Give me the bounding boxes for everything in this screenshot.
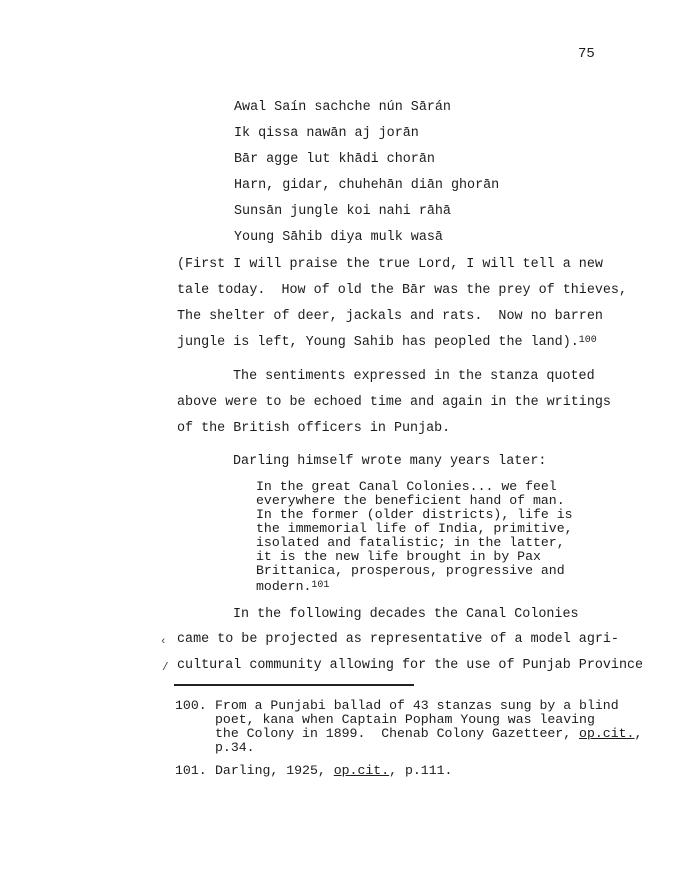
- poem-line: Ik qissa nawān aj jorān: [234, 126, 419, 141]
- text-line: In the following decades the Canal Colonies: [233, 607, 579, 622]
- margin-mark: /: [162, 662, 169, 674]
- footnote-line: the Colony in 1899. Chenab Colony Gazetteer, op.cit.,: [215, 726, 643, 741]
- poem-line: Sunsān jungle koi nahi rāhā: [234, 204, 451, 219]
- poem-line: Awal Saín sachche nún Sārán: [234, 100, 451, 115]
- footnote-number: 101.: [175, 763, 207, 778]
- quote-line: everywhere the beneficient hand of man.: [256, 493, 565, 508]
- text-line: (First I will praise the true Lord, I will tell a new: [177, 257, 603, 272]
- quote-line: modern.$^{101}$: [256, 579, 330, 594]
- footnote-divider: [174, 684, 414, 686]
- quote-line: it is the new life brought in by Pax: [256, 549, 541, 564]
- text-line: of the British officers in Punjab.: [177, 421, 451, 436]
- margin-mark: ‹: [160, 636, 167, 648]
- quote-line: isolated and fatalistic; in the latter,: [256, 535, 565, 550]
- footnote-line: p.34.: [215, 740, 255, 755]
- quote-line: Brittanica, prosperous, progressive and: [256, 563, 565, 578]
- footnote-ref: 101: [311, 580, 330, 591]
- poem-line: Young Sāhib diya mulk wasā: [234, 230, 443, 245]
- footnote-line: poet, kana when Captain Popham Young was leaving: [215, 712, 595, 727]
- text-line: tale today. How of old the Bār was the prey of thieves,: [177, 283, 627, 298]
- footnote-line: From a Punjabi ballad of 43 stanzas sung by a blind: [215, 698, 619, 713]
- text-line: above were to be echoed time and again in the writings: [177, 395, 611, 410]
- poem-line: Harn, gidar, chuhehān diān ghorān: [234, 178, 500, 193]
- footnote-number: 100.: [175, 698, 207, 713]
- text-line: The shelter of deer, jackals and rats. Now no barren: [177, 309, 603, 324]
- page-number: 75: [578, 46, 595, 62]
- quote-line: In the great Canal Colonies... we feel: [256, 479, 557, 494]
- text-line: came to be projected as representative of a model agri-: [177, 632, 619, 647]
- text-line: jungle is left, Young Sahib has peopled the land).$^{100}$: [177, 335, 597, 350]
- footnote-ref: 100: [578, 335, 597, 346]
- text-line: cultural community allowing for the use of Punjab Province: [177, 658, 644, 673]
- poem-line: Bār agge lut khādi chorān: [234, 152, 435, 167]
- footnote-line: Darling, 1925, op.cit., p.111.: [215, 763, 453, 778]
- text-line: The sentiments expressed in the stanza quoted: [233, 369, 595, 384]
- quote-line: the immemorial life of India, primitive,: [256, 521, 573, 536]
- quote-line: In the former (older districts), life is: [256, 507, 573, 522]
- text-line: Darling himself wrote many years later:: [233, 454, 547, 469]
